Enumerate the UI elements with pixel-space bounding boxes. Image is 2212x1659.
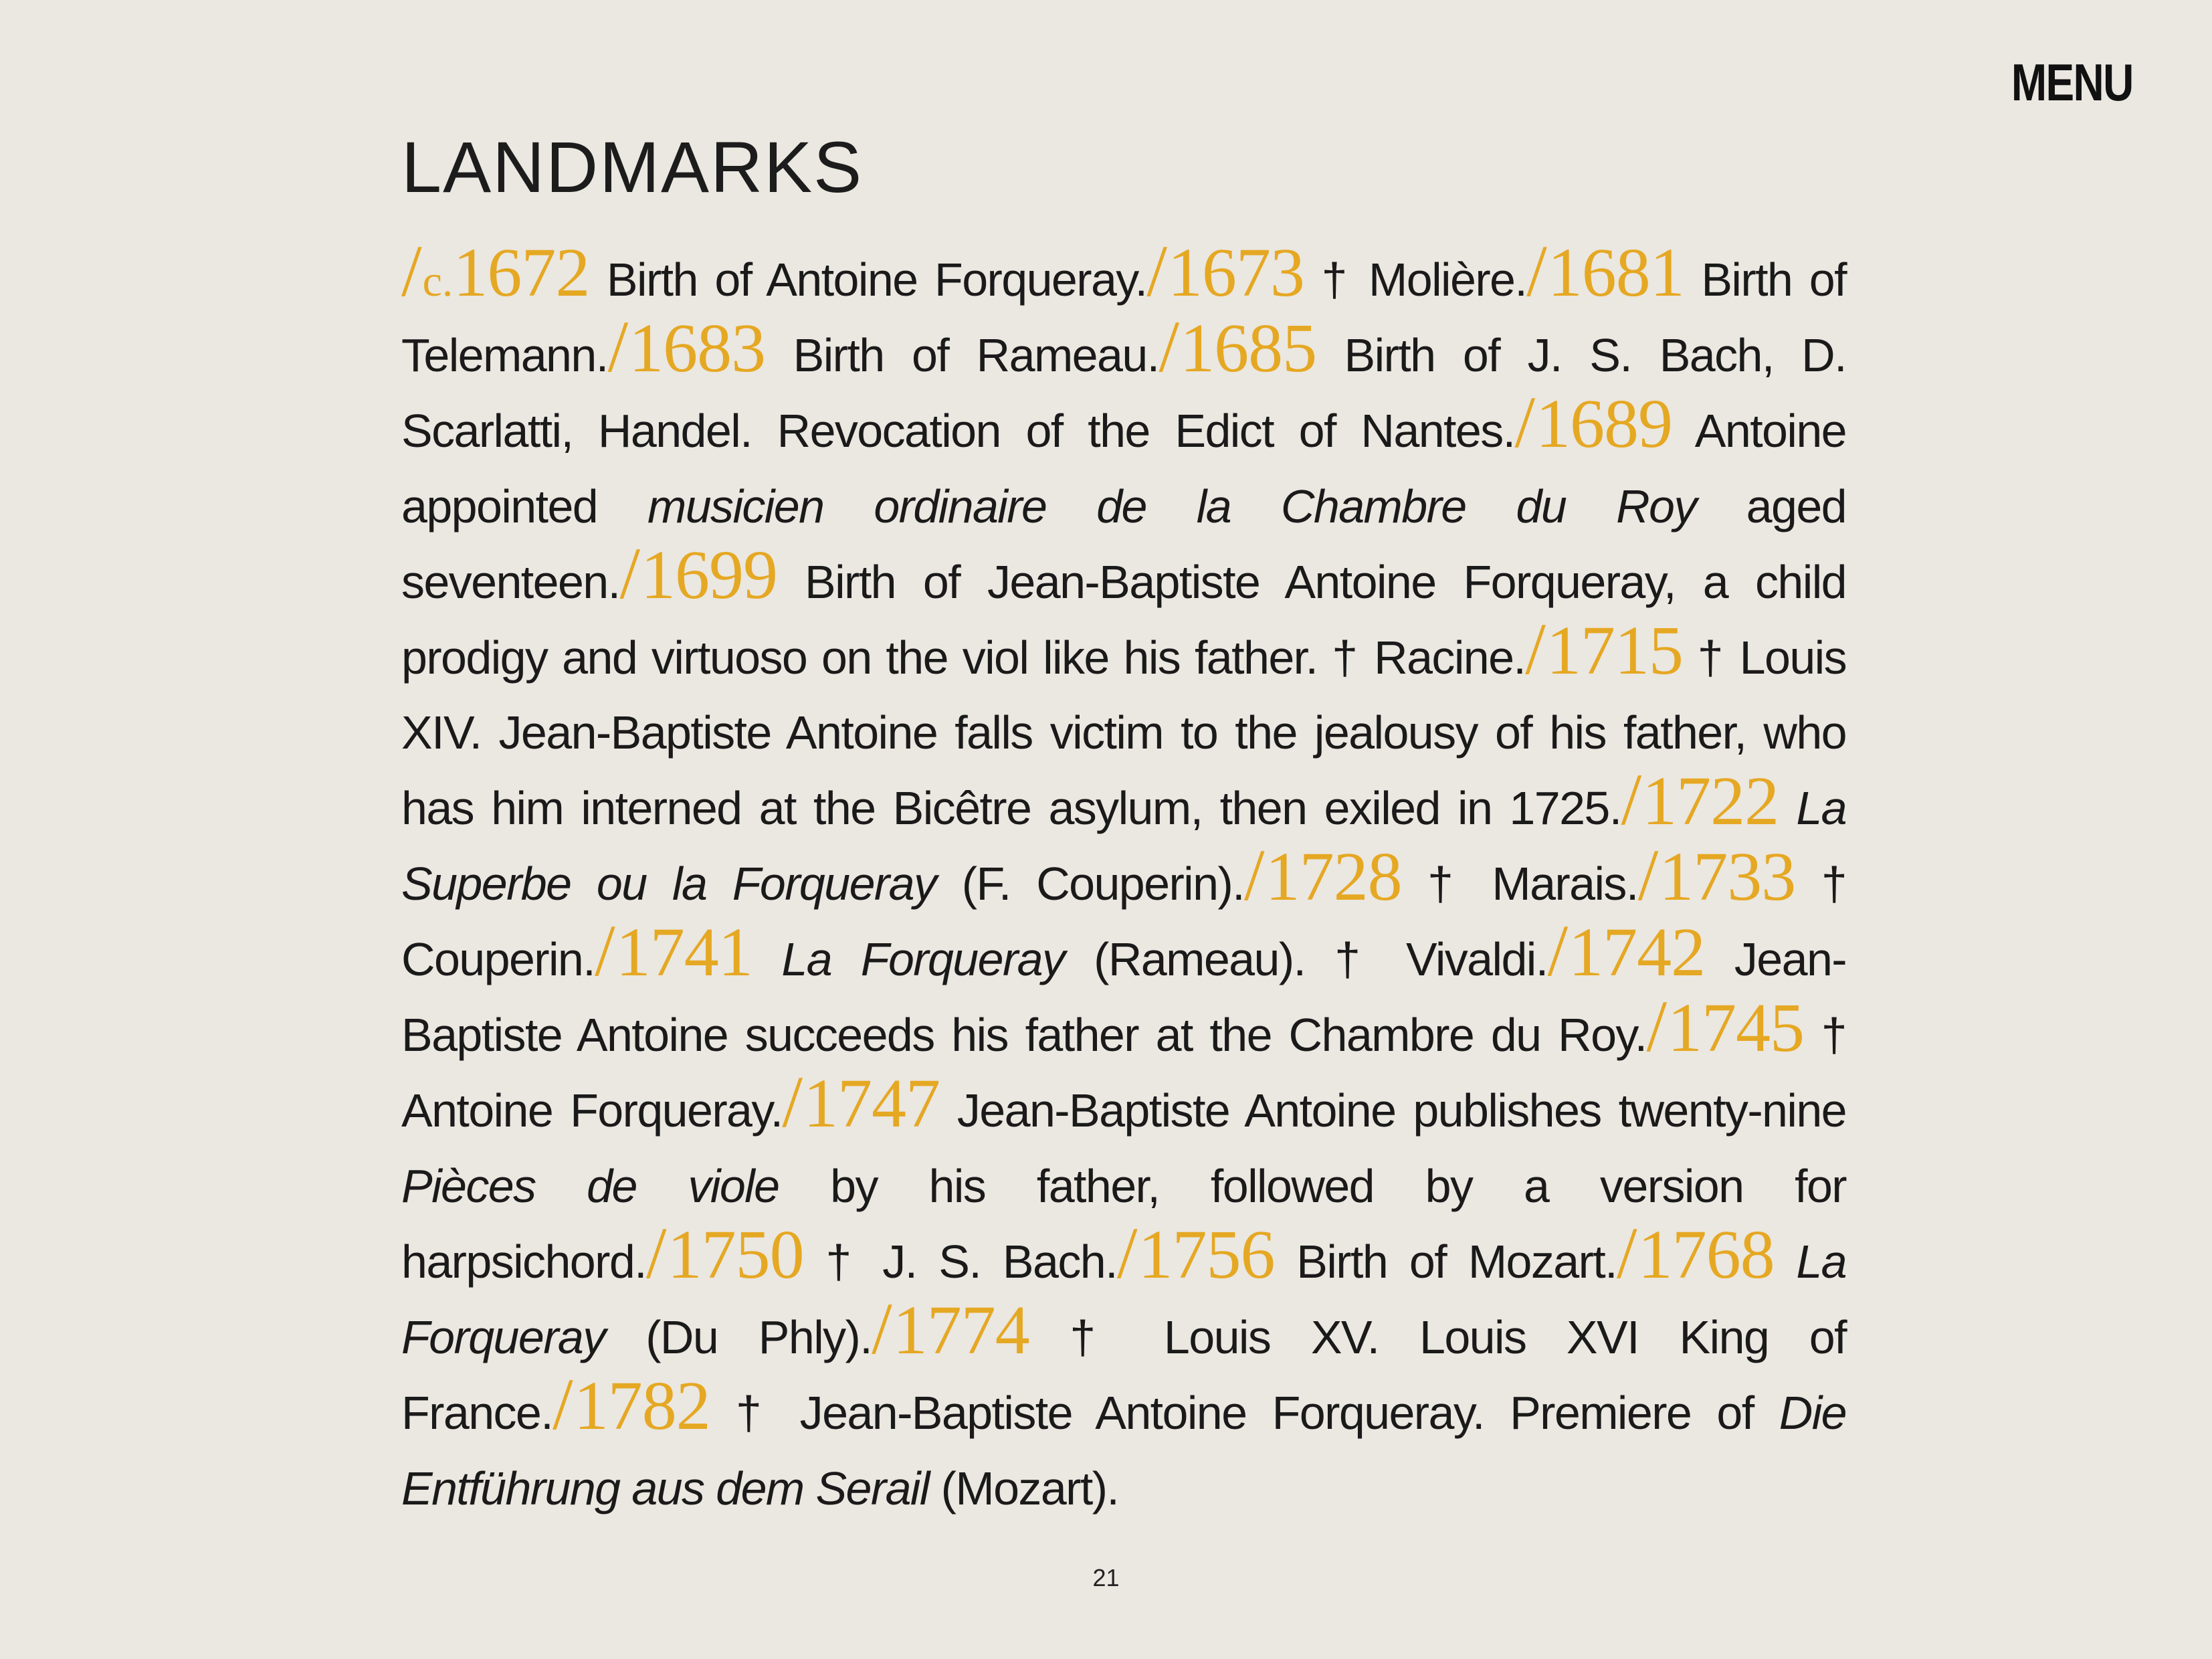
- year-slash: /: [401, 230, 421, 312]
- event-text: Birth of Rameau.: [765, 328, 1159, 381]
- italic-title-text: Die Entführung aus dem Serail: [401, 1386, 1846, 1515]
- timeline-year: [1547, 910, 1706, 992]
- timeline-year: [1514, 381, 1673, 463]
- timeline-entry: [607, 305, 1159, 387]
- year-number: 1728: [1265, 838, 1402, 916]
- year-number: 1722: [1642, 763, 1779, 840]
- year-slash: /: [646, 1211, 666, 1294]
- year-number: 1782: [573, 1367, 710, 1444]
- event-text: † Couperin.: [401, 858, 1847, 986]
- event-text: Birth of Mozart.: [1274, 1235, 1617, 1288]
- event-text: † Antoine Forqueray.: [401, 1009, 1847, 1137]
- year-slash: /: [1547, 910, 1568, 992]
- timeline-year: [1646, 985, 1805, 1068]
- year-number: 1673: [1167, 234, 1304, 311]
- year-number: 1683: [629, 309, 766, 387]
- timeline-year: [1621, 759, 1779, 841]
- year-number: 1733: [1659, 838, 1796, 916]
- event-text: (Du Phly).: [605, 1310, 872, 1363]
- timeline-year: [1525, 607, 1683, 690]
- event-text: Birth of Telemann.: [401, 254, 1846, 381]
- event-text: (Rameau). † Vivaldi.: [1064, 933, 1548, 986]
- year-slash: /: [1617, 1211, 1637, 1294]
- year-slash: /: [1637, 834, 1658, 916]
- timeline-year: [1526, 230, 1684, 312]
- year-prefix: c.: [422, 257, 454, 306]
- timeline-entry: [1146, 230, 1527, 312]
- italic-title-text: La Superbe ou la Forqueray: [401, 782, 1846, 910]
- event-text: aged seventeen.: [401, 480, 1846, 608]
- year-number: 1756: [1138, 1215, 1275, 1293]
- event-text: by his father, followed by a version for harpsichord.: [401, 1159, 1847, 1288]
- event-text: † Molière.: [1304, 254, 1527, 306]
- year-slash: /: [1646, 985, 1667, 1068]
- event-text: [1775, 1236, 1797, 1288]
- year-slash: /: [782, 1060, 802, 1143]
- timeline-year: [619, 532, 778, 614]
- event-text: Jean-Baptiste Antoine publishes twenty-nine: [939, 1084, 1846, 1137]
- year-number: 1750: [667, 1215, 804, 1293]
- year-slash: /: [1514, 381, 1535, 463]
- timeline-year: [872, 1287, 1029, 1369]
- timeline-entry: [401, 230, 1147, 312]
- year-number: 1672: [453, 234, 590, 311]
- italic-title-text: Pièces de viole: [401, 1159, 779, 1212]
- event-text: Birth of J. S. Bach, D. Scarlatti, Handel. Revocation of the Edict of Nantes.: [401, 328, 1846, 457]
- year-slash: /: [1116, 1211, 1137, 1294]
- italic-title-text: La Forqueray: [781, 933, 1065, 986]
- year-slash: /: [1525, 607, 1545, 690]
- event-text: [752, 933, 782, 985]
- timeline-entry: [646, 1211, 1117, 1294]
- event-text: Jean-Baptiste Antoine succeeds his father at the Chambre du Roy.: [401, 933, 1846, 1062]
- timeline-entry: [1244, 834, 1638, 916]
- year-number: 1685: [1180, 309, 1317, 387]
- year-number: 1689: [1536, 385, 1673, 462]
- timeline-year: [607, 305, 766, 387]
- year-slash: /: [552, 1363, 573, 1445]
- timeline-year: [401, 230, 590, 312]
- year-slash: /: [607, 305, 628, 387]
- timeline-year: [1617, 1211, 1775, 1294]
- italic-title-text: musicien ordinaire de la Chambre du Roy: [647, 480, 1696, 532]
- landmarks-timeline: [401, 230, 1847, 1526]
- event-text: † Louis XIV. Jean-Baptiste Antoine falls victim to the jealousy of his father, who has him interned at the Bicêtre asylum, then exiled in 1725.: [401, 631, 1846, 835]
- timeline-entry: [595, 910, 1548, 992]
- timeline-year: [1244, 834, 1402, 916]
- year-number: 1741: [615, 914, 752, 991]
- year-slash: /: [1526, 230, 1546, 312]
- event-text: Antoine appointed: [401, 404, 1847, 532]
- timeline-year: [646, 1211, 804, 1294]
- year-number: 1742: [1569, 914, 1706, 991]
- event-text: Birth of Jean-Baptiste Antoine Forqueray, a child prodigy and virtuoso on the viol like his father. † Racine.: [401, 555, 1846, 684]
- event-text: Birth of Antoine Forqueray.: [589, 254, 1147, 306]
- page-number: 21: [1092, 1564, 1120, 1591]
- year-number: 1768: [1637, 1215, 1775, 1293]
- year-number: 1774: [892, 1291, 1029, 1369]
- event-text: † Louis XV. Louis XVI King of France.: [401, 1310, 1846, 1439]
- event-text: † Jean-Baptiste Antoine Forqueray. Premiere of: [710, 1386, 1779, 1439]
- event-text: (Mozart).: [928, 1462, 1119, 1515]
- menu-button[interactable]: MENU: [2011, 53, 2133, 112]
- event-text: [1779, 782, 1796, 834]
- timeline-year: [1159, 305, 1317, 387]
- year-number: 1745: [1668, 989, 1805, 1067]
- year-slash: /: [872, 1287, 892, 1369]
- event-text: (F. Couperin).: [936, 858, 1245, 910]
- timeline-year: [782, 1060, 940, 1143]
- timeline-year: [552, 1363, 710, 1445]
- year-number: 1699: [641, 536, 778, 613]
- event-text: † Marais.: [1401, 858, 1638, 910]
- year-slash: /: [1621, 759, 1641, 841]
- page-title: LANDMARKS: [401, 126, 864, 207]
- italic-title-text: La Forqueray: [401, 1235, 1846, 1363]
- event-text: † J. S. Bach.: [803, 1235, 1117, 1288]
- year-slash: /: [1244, 834, 1264, 916]
- year-number: 1747: [803, 1064, 940, 1142]
- year-slash: /: [1159, 305, 1179, 387]
- year-number: 1715: [1546, 611, 1683, 689]
- timeline-year: [1637, 834, 1796, 916]
- timeline-year: [1116, 1211, 1275, 1294]
- timeline-entry: [1116, 1211, 1617, 1294]
- year-number: 1681: [1547, 234, 1684, 311]
- year-slash: /: [1146, 230, 1167, 312]
- year-slash: /: [595, 910, 615, 992]
- year-slash: /: [619, 532, 640, 614]
- timeline-year: [1146, 230, 1304, 312]
- timeline-year: [595, 910, 752, 992]
